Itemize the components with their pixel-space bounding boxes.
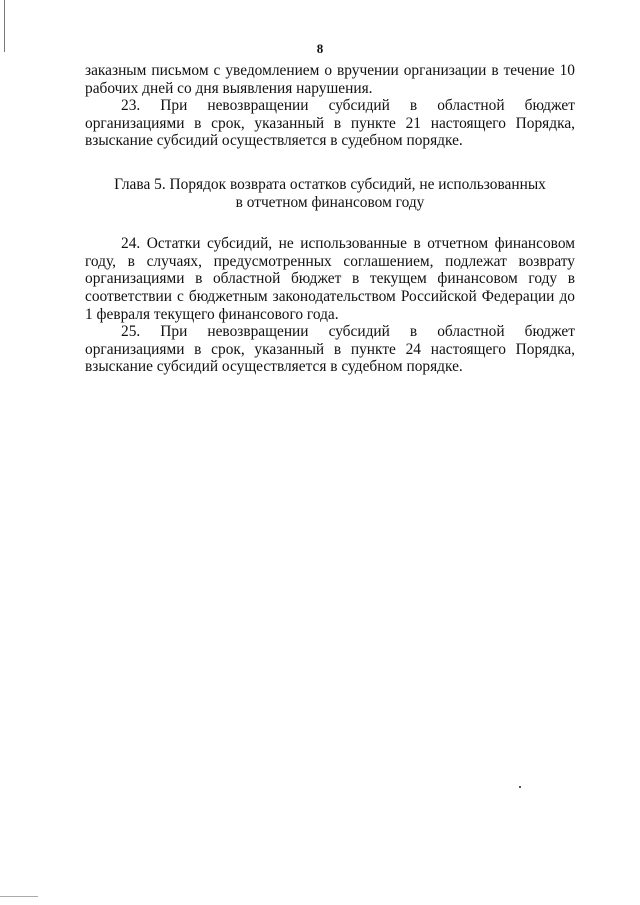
paragraph-item-24: 24. Остатки субсидий, не использованные в отчетном финансовом году, в случаях, предусмотренных соглашением, подлежат возврату организациями в областной бюджет в текущем финансовом году в соответствии с бюджетным законодательством Российской Федерации до 1 февраля текущего финансового года.: [85, 235, 575, 323]
chapter-title-line-2: в отчетном финансовом году: [235, 193, 425, 211]
paragraph-item-25: 25. При невозвращении субсидий в областной бюджет организациями в срок, указанный в пункте 24 настоящего Порядка, взыскание субсидий осуществляется в судебном порядке.: [85, 323, 575, 376]
page-number: 8: [316, 41, 324, 56]
chapter-title-line-1: Глава 5. Порядок возврата остатков субсидий, не использованных: [114, 175, 546, 193]
scan-bottom-line: [0, 896, 38, 897]
paragraph-item-23: 23. При невозвращении субсидий в областной бюджет организациями в срок, указанный в пункте 21 настоящего Порядка, взыскание субсидий осуществляется в судебном порядке.: [85, 97, 575, 150]
document-body: [85, 62, 575, 376]
scan-speck: [519, 786, 521, 788]
paragraph-continuation: заказным письмом с уведомлением о вручении организации в течение 10 рабочих дней со дня выявления нарушения.: [85, 62, 575, 97]
chapter-title: [85, 176, 575, 211]
